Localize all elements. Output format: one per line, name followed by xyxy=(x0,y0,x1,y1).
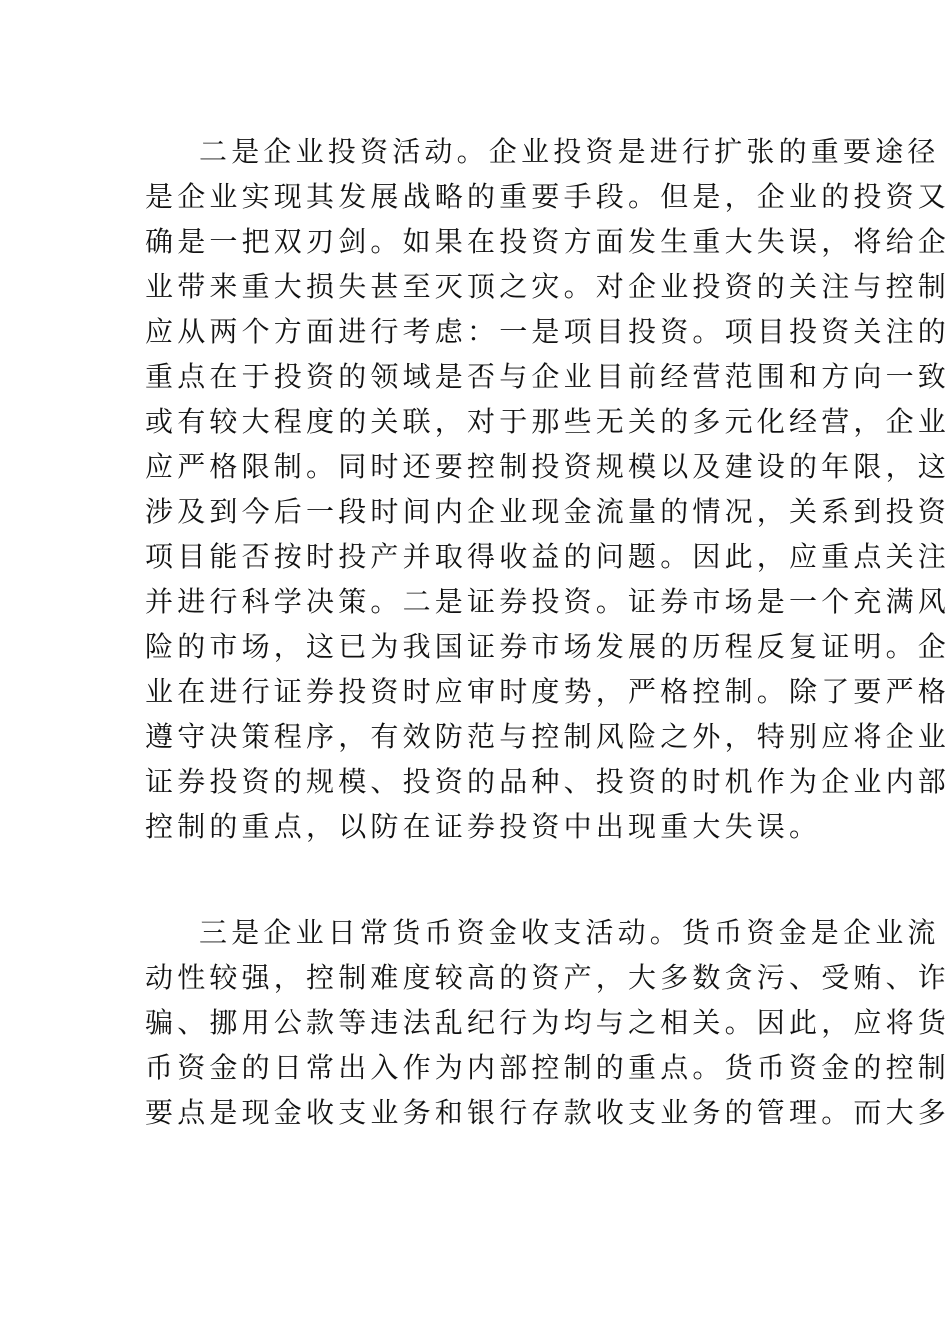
paragraph-line: 控制的重点，以防在证券投资中出现重大失误。 xyxy=(145,810,822,843)
paragraph-line: 要点是现金收支业务和银行存款收支业务的管理。而大多 xyxy=(145,1096,950,1129)
paragraph-line: 是企业实现其发展战略的重要手段。但是，企业的投资又 xyxy=(145,180,950,213)
paragraph-line: 二是企业投资活动。企业投资是进行扩张的重要途径 xyxy=(199,135,940,168)
paragraph-line: 遵守决策程序，有效防范与控制风险之外，特别应将企业 xyxy=(145,720,950,753)
paragraph-line: 应严格限制。同时还要控制投资规模以及建设的年限，这 xyxy=(145,450,950,483)
paragraph-line: 险的市场，这已为我国证券市场发展的历程反复证明。企 xyxy=(145,630,950,663)
paragraph-line: 证券投资的规模、投资的品种、投资的时机作为企业内部 xyxy=(145,765,950,798)
paragraph-line: 并进行科学决策。二是证券投资。证券市场是一个充满风 xyxy=(145,585,950,618)
paragraph-line: 三是企业日常货币资金收支活动。货币资金是企业流 xyxy=(199,916,940,949)
paragraph-line: 项目能否按时投产并取得收益的问题。因此，应重点关注 xyxy=(145,540,950,573)
paragraph-line: 币资金的日常出入作为内部控制的重点。货币资金的控制 xyxy=(145,1051,950,1084)
paragraph-line: 或有较大程度的关联，对于那些无关的多元化经营，企业 xyxy=(145,405,950,438)
paragraph-line: 涉及到今后一段时间内企业现金流量的情况，关系到投资 xyxy=(145,495,950,528)
paragraph-line: 应从两个方面进行考虑：一是项目投资。项目投资关注的 xyxy=(145,315,950,348)
paragraph-line: 重点在于投资的领域是否与企业目前经营范围和方向一致 xyxy=(145,360,950,393)
paragraph-line: 确是一把双刃剑。如果在投资方面发生重大失误，将给企 xyxy=(145,225,950,258)
paragraph-line: 业在进行证券投资时应审时度势，严格控制。除了要严格 xyxy=(145,675,950,708)
paragraph-line: 骗、挪用公款等违法乱纪行为均与之相关。因此，应将货 xyxy=(145,1006,950,1039)
paragraph-line: 动性较强，控制难度较高的资产，大多数贪污、受贿、诈 xyxy=(145,961,950,994)
paragraph-line: 业带来重大损失甚至灭顶之灾。对企业投资的关注与控制 xyxy=(145,270,950,303)
